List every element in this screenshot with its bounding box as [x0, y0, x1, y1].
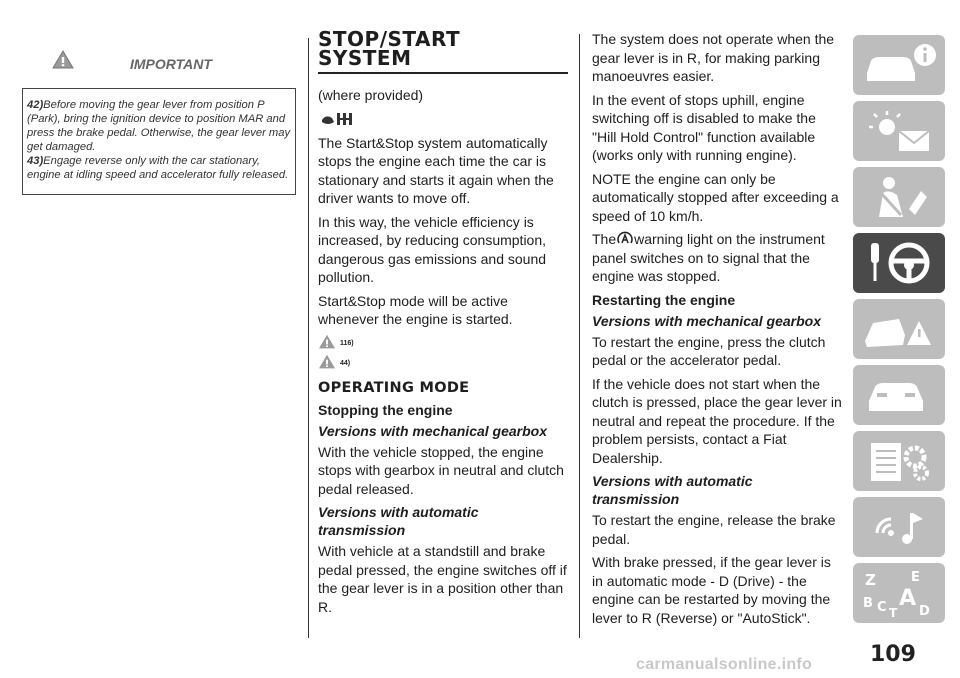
car-info-icon: [859, 41, 939, 89]
intro-paragraph: The Start&Stop system automatically stops the engine each time the car is stationary and starts it again when the driver wants to move off.: [318, 134, 554, 206]
tab-index[interactable]: [853, 563, 945, 623]
important-header: [22, 30, 296, 88]
body-paragraph: The system does not operate when the gear lever is in R, for making parking manoeuvres easier.: [592, 31, 835, 84]
tab-emergency[interactable]: [853, 299, 945, 359]
body-paragraph: NOTE the engine can only be automatically stopped after exceeding a speed of 10 km/h.: [592, 170, 839, 224]
maintenance-icon: [859, 437, 939, 485]
mech-gearbox-heading: Versions with mechanical gearbox: [318, 422, 548, 439]
warning-hand-icon: [318, 334, 336, 350]
important-title: IMPORTANT: [130, 56, 212, 72]
car-breakdown-icon: [859, 371, 939, 419]
tab-car-info[interactable]: [853, 35, 945, 95]
where-provided: (where provided): [318, 87, 424, 103]
operating-mode-heading: OPERATING MODE: [318, 379, 470, 396]
body-paragraph: To restart the engine, release the brake pedal.: [592, 512, 836, 547]
column-divider: [308, 38, 309, 638]
index-letter: C: [877, 600, 887, 615]
auto-transmission-heading: Versions with automatic transmission: [592, 473, 753, 507]
important-item: 42)Before moving the gear lever from position P (Park), bring the ignition device to position MAR and press the brake pedal. Otherwise, the gear lever may get damaged.: [27, 99, 291, 153]
tab-safety[interactable]: [853, 167, 945, 227]
warning-lights-icon: [859, 107, 939, 155]
start-stop-warning-light-icon: [616, 231, 634, 247]
index-letter: Z: [865, 571, 876, 589]
tab-multimedia[interactable]: [853, 497, 945, 557]
tab-starting-driving[interactable]: [853, 233, 945, 293]
section-title: STOP/START SYSTEM: [318, 30, 568, 74]
index-letter: E: [911, 570, 920, 585]
index-letters-icon: [859, 567, 939, 619]
warning-reference[interactable]: 44): [318, 354, 568, 374]
mech-gearbox-heading: Versions with mechanical gearbox: [592, 312, 822, 329]
warning-reference[interactable]: 116): [318, 334, 568, 354]
index-letter: D: [919, 604, 930, 619]
seatbelt-airbag-icon: [859, 173, 939, 221]
body-paragraph: With vehicle at a standstill and brake pedal pressed, the engine switches off if the gear lever is in a position other than R.: [318, 543, 567, 615]
body-paragraph: In the event of stops uphill, engine switching off is disabled to make the "Hill Hold Control" function available (works only with running engine).: [592, 91, 816, 163]
tab-breakdown[interactable]: [853, 365, 945, 425]
intro-paragraph: Start&Stop mode will be active whenever the engine is started.: [318, 292, 513, 327]
multimedia-icon: [859, 503, 939, 551]
restarting-heading: Restarting the engine: [592, 291, 736, 308]
car-accident-icon: [859, 305, 939, 353]
right-column: [592, 30, 842, 632]
warning-hand-icon: [52, 50, 74, 70]
key-steering-wheel-icon: [859, 237, 939, 289]
column-divider: [579, 34, 580, 638]
body-paragraph: With brake pressed, if the gear lever is in automatic mode - D (Drive) - the engine can be restarted by moving the lever to R (Reverse) or "AutoStick".: [592, 554, 831, 626]
tab-maintenance[interactable]: [853, 431, 945, 491]
intro-paragraph: In this way, the vehicle efficiency is increased, by reducing consumption, dangerous gas emissions and sound pollution.: [318, 213, 547, 285]
stopping-heading: Stopping the engine: [318, 401, 453, 418]
watermark: carmanualsonline.info: [636, 656, 813, 673]
tab-warning-lights[interactable]: [853, 101, 945, 161]
body-paragraph: To restart the engine, press the clutch pedal or the accelerator pedal.: [592, 333, 826, 368]
index-letter: T: [889, 606, 898, 619]
start-stop-gearbox-icon: [320, 110, 360, 128]
important-item: 43)Engage reverse only with the car stationary, engine at idling speed and accelerator fully released.: [27, 155, 289, 181]
index-letter: B: [863, 596, 873, 611]
index-letter: A: [899, 586, 917, 611]
body-paragraph: If the vehicle does not start when the clutch is pressed, place the gear lever in neutral and repeat the procedure. If the problem persists, contact a Fiat Dealership.: [592, 375, 842, 466]
auto-transmission-heading: Versions with automatic transmission: [318, 504, 479, 538]
important-box: [22, 88, 296, 195]
warning-hand-icon: [318, 354, 336, 370]
body-paragraph: With the vehicle stopped, the engine stops with gearbox in neutral and clutch pedal released.: [318, 443, 564, 497]
important-panel: [22, 30, 296, 195]
page-number: 109: [870, 642, 916, 667]
middle-column: [318, 27, 568, 621]
body-paragraph: The warning light on the instrument panel switches on to signal that the engine was stopped.: [592, 231, 825, 284]
